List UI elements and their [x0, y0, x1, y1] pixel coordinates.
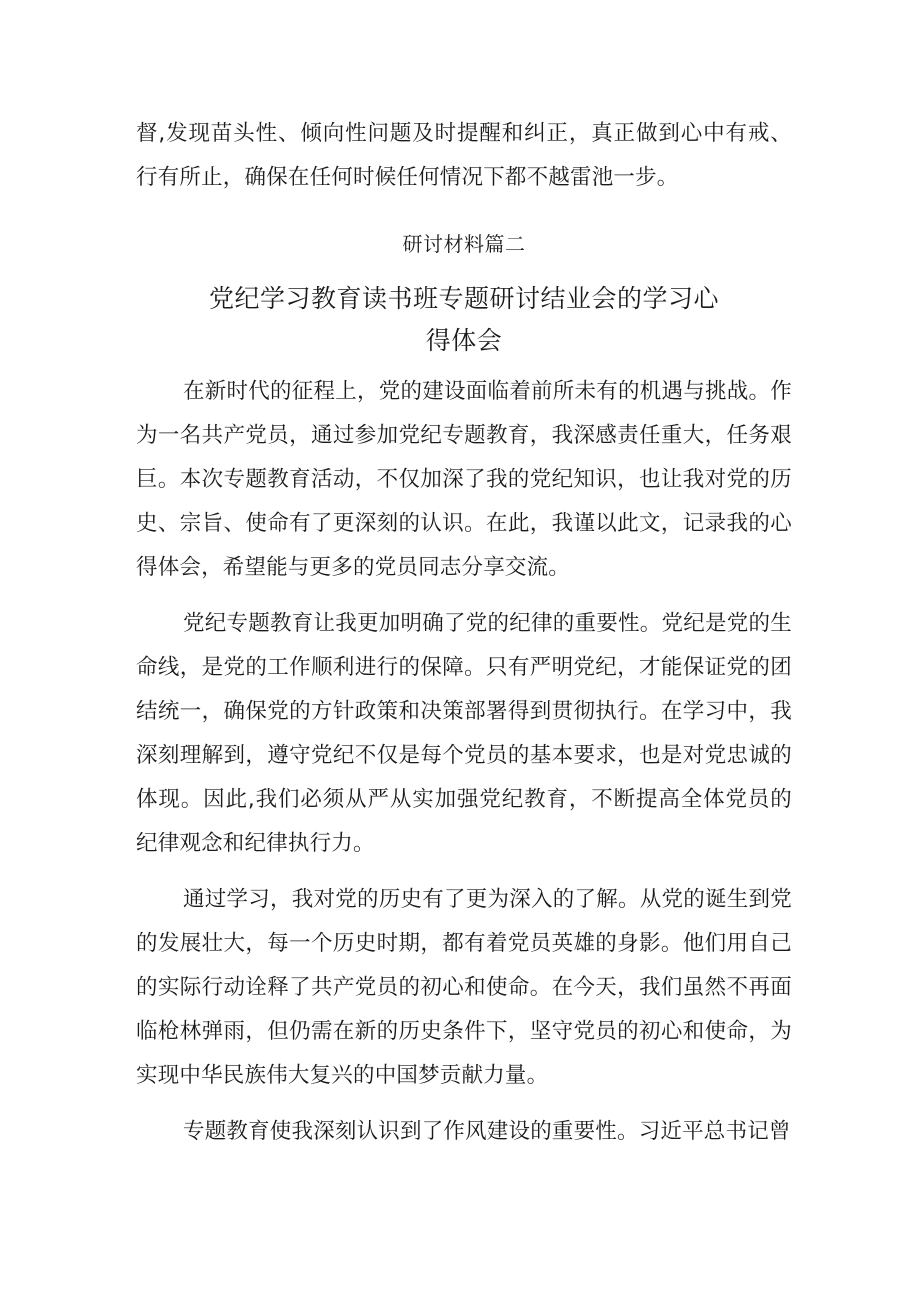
document-page: [136, 112, 792, 1154]
document-title: [136, 278, 792, 362]
body-paragraph-1: 在新时代的征程上，党的建设面临着前所未有的机遇与挑战。作为一名共产党员，通过参加党纪专题教育，我深感责任重大，任务艰巨。本次专题教育活动，不仅加深了我的党纪知识，也让我对党的历史、宗旨、使命有了更深刻的认识。在此，我谨以此文，记录我的心得体会，希望能与更多的党员同志分享交流。: [136, 379, 792, 580]
title-line-2: 得体会: [425, 326, 503, 355]
body-paragraph-2: 党纪专题教育让我更加明确了党的纪律的重要性。党纪是党的生命线，是党的工作顺利进行的保障。只有严明党纪，才能保证党的团结统一，确保党的方针政策和决策部署得到贯彻执行。在学习中，我深刻理解到，遵守党纪不仅是每个党员的基本要求，也是对党忠诚的体现。因此,我们必须从严从实加强党纪教育，不断提高全体党员的纪律观念和纪律执行力。: [136, 611, 792, 856]
title-line-1: 党纪学习教育读书班专题研讨结业会的学习心: [208, 284, 719, 313]
continuation-paragraph: 督,发现苗头性、倾向性问题及时提醒和纠正，真正做到心中有戒、行有所止，确保在任何时候任何情况下都不越雷池一步。: [136, 121, 792, 190]
section-label: 研讨材料篇二: [402, 232, 526, 256]
body-paragraph-4: 专题教育使我深刻认识到了作风建设的重要性。习近平总书记曾: [183, 1119, 791, 1144]
body-paragraph-3: 通过学习，我对党的历史有了更为深入的了解。从党的诞生到党的发展壮大，每一个历史时期，都有着党员英雄的身影。他们用自己的实际行动诠释了共产党员的初心和使命。在今天，我们虽然不再面临枪林弹雨，但仍需在新的历史条件下，坚守党员的初心和使命，为实现中华民族伟大复兴的中国梦贡献力量。: [136, 887, 792, 1088]
